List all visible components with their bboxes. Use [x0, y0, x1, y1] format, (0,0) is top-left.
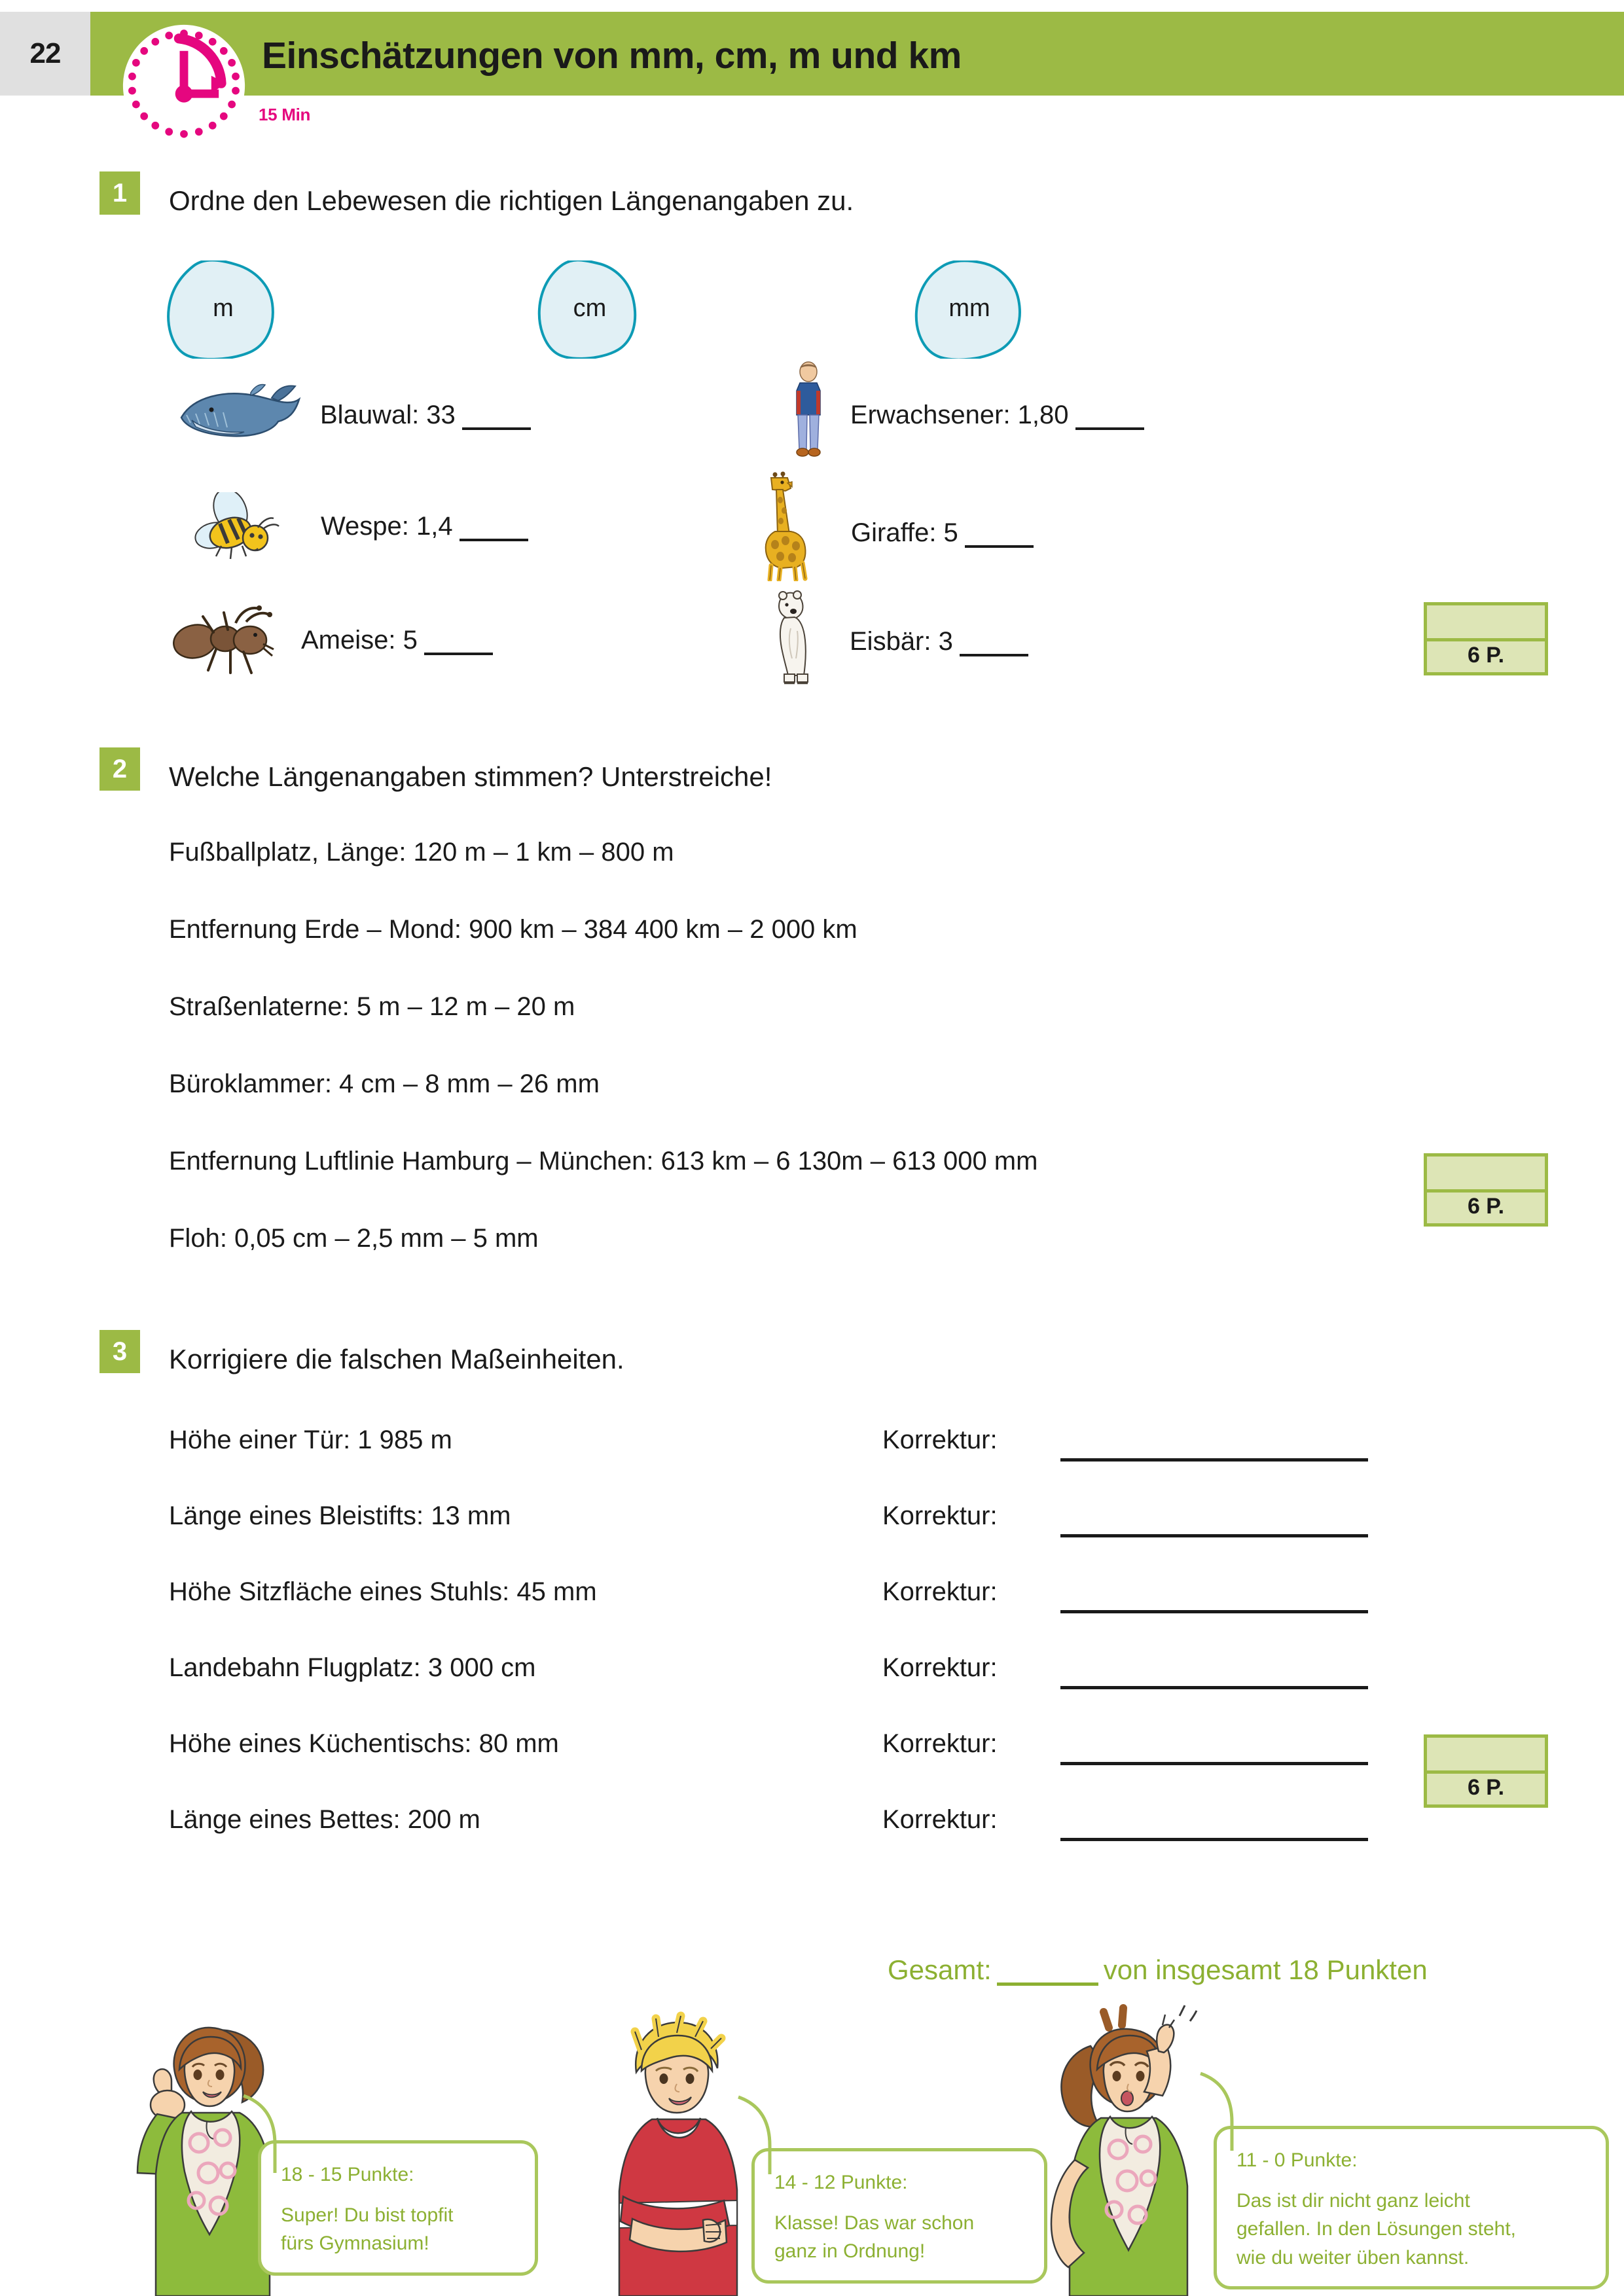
feedback-range-1: 18 - 15 Punkte:	[281, 2164, 414, 2185]
points-value: 6 P.	[1467, 643, 1505, 668]
feedback-group-2	[596, 2009, 1054, 2296]
list-item-label: Eisbär: 3	[850, 627, 1028, 656]
list-item	[782, 361, 1188, 459]
feedback-line-3b: gefallen. In den Lösungen steht,	[1236, 2218, 1517, 2240]
korrektur-blank-4[interactable]	[1060, 1686, 1368, 1689]
bubble-tail-3	[1197, 2070, 1275, 2152]
exercise-3-item-2: Länge eines Bleistifts: 13 mm	[169, 1501, 511, 1530]
korrektur-label-1: Korrektur:	[882, 1426, 998, 1454]
feedback-line-1b: fürs Gymnasium!	[281, 2233, 429, 2254]
korrektur-label-5: Korrektur:	[882, 1729, 998, 1758]
answer-blank[interactable]	[460, 539, 528, 541]
list-item-label: Ameise: 5	[301, 626, 493, 655]
total-prefix: Gesamt:	[888, 1954, 992, 1985]
unit-blob-m[interactable]	[162, 260, 284, 359]
bubble-tail-1	[240, 2092, 318, 2174]
unit-blob-mm-label: mm	[948, 295, 990, 322]
exercise-number-1: 1	[99, 171, 140, 215]
korrektur-label-6: Korrektur:	[882, 1805, 998, 1834]
points-value: 6 P.	[1467, 1194, 1505, 1219]
exercise-2-prompt: Welche Längenangaben stimmen? Unterstreiche!	[169, 761, 772, 792]
list-item-label: Blauwal: 33	[320, 401, 531, 430]
exercise-2-line-3[interactable]: Straßenlaterne: 5 m – 12 m – 20 m	[169, 992, 575, 1021]
giraffe-icon	[751, 471, 820, 584]
exercise-2-line-4[interactable]: Büroklammer: 4 cm – 8 mm – 26 mm	[169, 1069, 600, 1098]
list-item	[765, 588, 1170, 692]
feedback-range-3: 11 - 0 Punkte:	[1236, 2149, 1358, 2171]
korrektur-blank-3[interactable]	[1060, 1610, 1368, 1613]
unit-blob-cm[interactable]	[529, 260, 651, 359]
feedback-line-1a: Super! Du bist topfit	[281, 2204, 454, 2226]
page-title: Einschätzungen von mm, cm, m und km	[262, 35, 962, 77]
page-number: 22	[29, 37, 61, 69]
answer-blank[interactable]	[1075, 427, 1144, 430]
feedback-group-3	[1028, 1996, 1617, 2296]
total-blank[interactable]	[997, 1982, 1098, 1986]
feedback-line-3c: wie du weiter üben kannst.	[1236, 2246, 1470, 2269]
unit-blob-m-label: m	[213, 295, 234, 322]
answer-blank[interactable]	[960, 654, 1028, 656]
points-box-exercise-2[interactable]	[1424, 1153, 1548, 1227]
page-number-box	[0, 12, 90, 96]
points-box-divider	[1427, 1770, 1545, 1774]
points-box-divider	[1427, 1189, 1545, 1193]
list-item-label: Wespe: 1,4	[321, 512, 528, 541]
exercise-2-line-1[interactable]: Fußballplatz, Länge: 120 m – 1 km – 800 m	[169, 838, 674, 867]
feedback-group-1	[111, 2009, 622, 2296]
feedback-line-3a: Das ist dir nicht ganz leicht	[1236, 2189, 1470, 2212]
korrektur-blank-1[interactable]	[1060, 1458, 1368, 1462]
list-item	[751, 471, 1157, 583]
points-box-exercise-3[interactable]	[1424, 1734, 1548, 1808]
polarbear-icon	[765, 588, 825, 691]
feedback-line-2a: Klasse! Das war schon	[774, 2212, 975, 2234]
feedback-line-2b: ganz in Ordnung!	[774, 2240, 926, 2262]
exercise-3-item-3: Höhe Sitzfläche eines Stuhls: 45 mm	[169, 1577, 597, 1606]
answer-blank[interactable]	[424, 653, 493, 655]
korrektur-blank-2[interactable]	[1060, 1534, 1368, 1537]
exercise-2-line-6[interactable]: Floh: 0,05 cm – 2,5 mm – 5 mm	[169, 1224, 539, 1253]
time-estimate: 15 Min	[259, 105, 311, 124]
total-suffix: von insgesamt 18 Punkten	[1103, 1954, 1428, 1985]
korrektur-label-3: Korrektur:	[882, 1577, 998, 1606]
answer-blank[interactable]	[965, 545, 1034, 548]
exercise-3-item-6: Länge eines Bettes: 200 m	[169, 1805, 480, 1834]
wasp-icon	[190, 492, 288, 569]
unit-blob-cm-label: cm	[573, 295, 607, 322]
exercise-3-item-4: Landebahn Flugplatz: 3 000 cm	[169, 1653, 536, 1682]
whale-icon	[173, 381, 304, 447]
list-item	[170, 601, 524, 686]
points-box-exercise-1[interactable]	[1424, 602, 1548, 675]
list-item	[190, 492, 543, 571]
unit-blob-mm[interactable]	[909, 260, 1030, 359]
clock-icon	[122, 24, 246, 148]
ant-icon	[170, 601, 285, 684]
list-item-label: Erwachsener: 1,80	[850, 401, 1144, 430]
korrektur-blank-6[interactable]	[1060, 1838, 1368, 1841]
exercise-number-3: 3	[99, 1330, 140, 1373]
points-value: 6 P.	[1467, 1775, 1505, 1800]
korrektur-blank-5[interactable]	[1060, 1762, 1368, 1765]
korrektur-label-2: Korrektur:	[882, 1501, 998, 1530]
points-box-divider	[1427, 638, 1545, 641]
exercise-1-prompt: Ordne den Lebewesen die richtigen Längenangaben zu.	[169, 185, 854, 216]
list-item	[173, 381, 527, 459]
answer-blank[interactable]	[462, 427, 531, 430]
exercise-3-item-1: Höhe einer Tür: 1 985 m	[169, 1426, 452, 1454]
korrektur-label-4: Korrektur:	[882, 1653, 998, 1682]
exercise-3-item-5: Höhe eines Küchentischs: 80 mm	[169, 1729, 559, 1758]
exercise-2-line-5[interactable]: Entfernung Luftlinie Hamburg – München: 613 km – 6 130m – 613 000 mm	[169, 1147, 1038, 1175]
exercise-number-2: 2	[99, 747, 140, 791]
person-icon	[782, 361, 835, 463]
bubble-tail-2	[734, 2093, 813, 2176]
total-score-line	[888, 1954, 1428, 1986]
feedback-range-2: 14 - 12 Punkte:	[774, 2172, 908, 2193]
exercise-3-prompt: Korrigiere die falschen Maßeinheiten.	[169, 1344, 624, 1374]
list-item-label: Giraffe: 5	[851, 518, 1034, 548]
exercise-2-line-2[interactable]: Entfernung Erde – Mond: 900 km – 384 400 km – 2 000 km	[169, 915, 857, 944]
